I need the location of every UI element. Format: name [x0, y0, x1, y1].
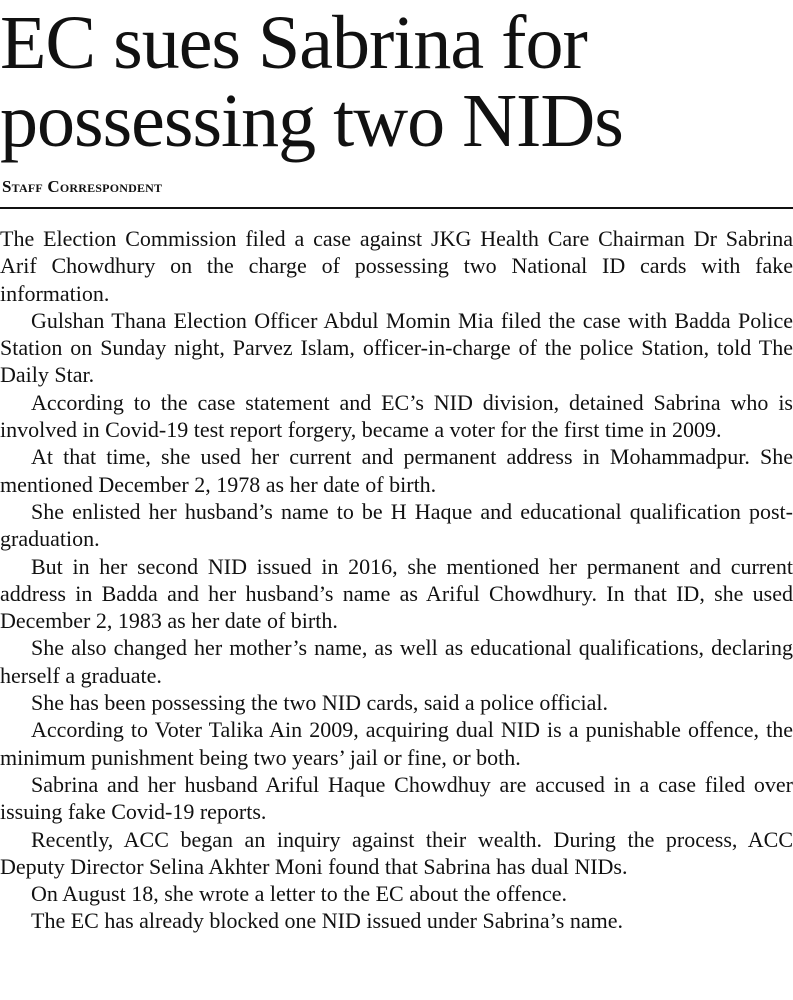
paragraph: She enlisted her husband’s name to be H Haque and educational qualification post-graduation. [0, 498, 793, 552]
paragraph: Gulshan Thana Election Officer Abdul Momin Mia filed the case with Badda Police Station on Sunday night, Parvez Islam, officer-in-charge of the police Station, told The Daily Star. [0, 307, 793, 388]
byline-divider [0, 207, 793, 209]
headline-line-1: EC sues Sabrina for [0, 1, 587, 85]
paragraph: On August 18, she wrote a letter to the EC about the offence. [31, 881, 568, 907]
paragraph: The Election Commission filed a case against JKG Health Care Chairman Dr Sabrina Arif Chowdhury on the charge of possessing two National ID cards with fake information. [0, 226, 793, 306]
article-body [0, 225, 793, 935]
paragraph: According to the case statement and EC’s NID division, detained Sabrina who is involved in Covid-19 test report forgery, became a voter for the first time in 2009. [0, 389, 793, 443]
paragraph: According to Voter Talika Ain 2009, acquiring dual NID is a punishable offence, the minimum punishment being two years’ jail or fine, or both. [0, 717, 793, 770]
paragraph: At that time, she used her current and permanent address in Mohammadpur. She mentioned December 2, 1978 as her date of birth. [0, 444, 793, 497]
paragraph: But in her second NID issued in 2016, she mentioned her permanent and current address in Badda and her husband’s name as Ariful Chowdhury. In that ID, she used December 2, 1983 as her date of birth. [0, 553, 793, 634]
byline: Staff Correspondent [2, 177, 163, 196]
headline-line-2: possessing two NIDs [0, 79, 623, 163]
headline [0, 1, 793, 163]
paragraph: She has been possessing the two NID cards, said a police official. [31, 690, 608, 716]
paragraph: Sabrina and her husband Ariful Haque Chowdhuy are accused in a case filed over issuing fake Covid-19 reports. [0, 771, 793, 825]
paragraph: She also changed her mother’s name, as well as educational qualifications, declaring herself a graduate. [0, 635, 793, 688]
paragraph: Recently, ACC began an inquiry against their wealth. During the process, ACC Deputy Director Selina Akhter Moni found that Sabrina has dual NIDs. [0, 826, 793, 879]
paragraph: The EC has already blocked one NID issued under Sabrina’s name. [31, 908, 623, 934]
